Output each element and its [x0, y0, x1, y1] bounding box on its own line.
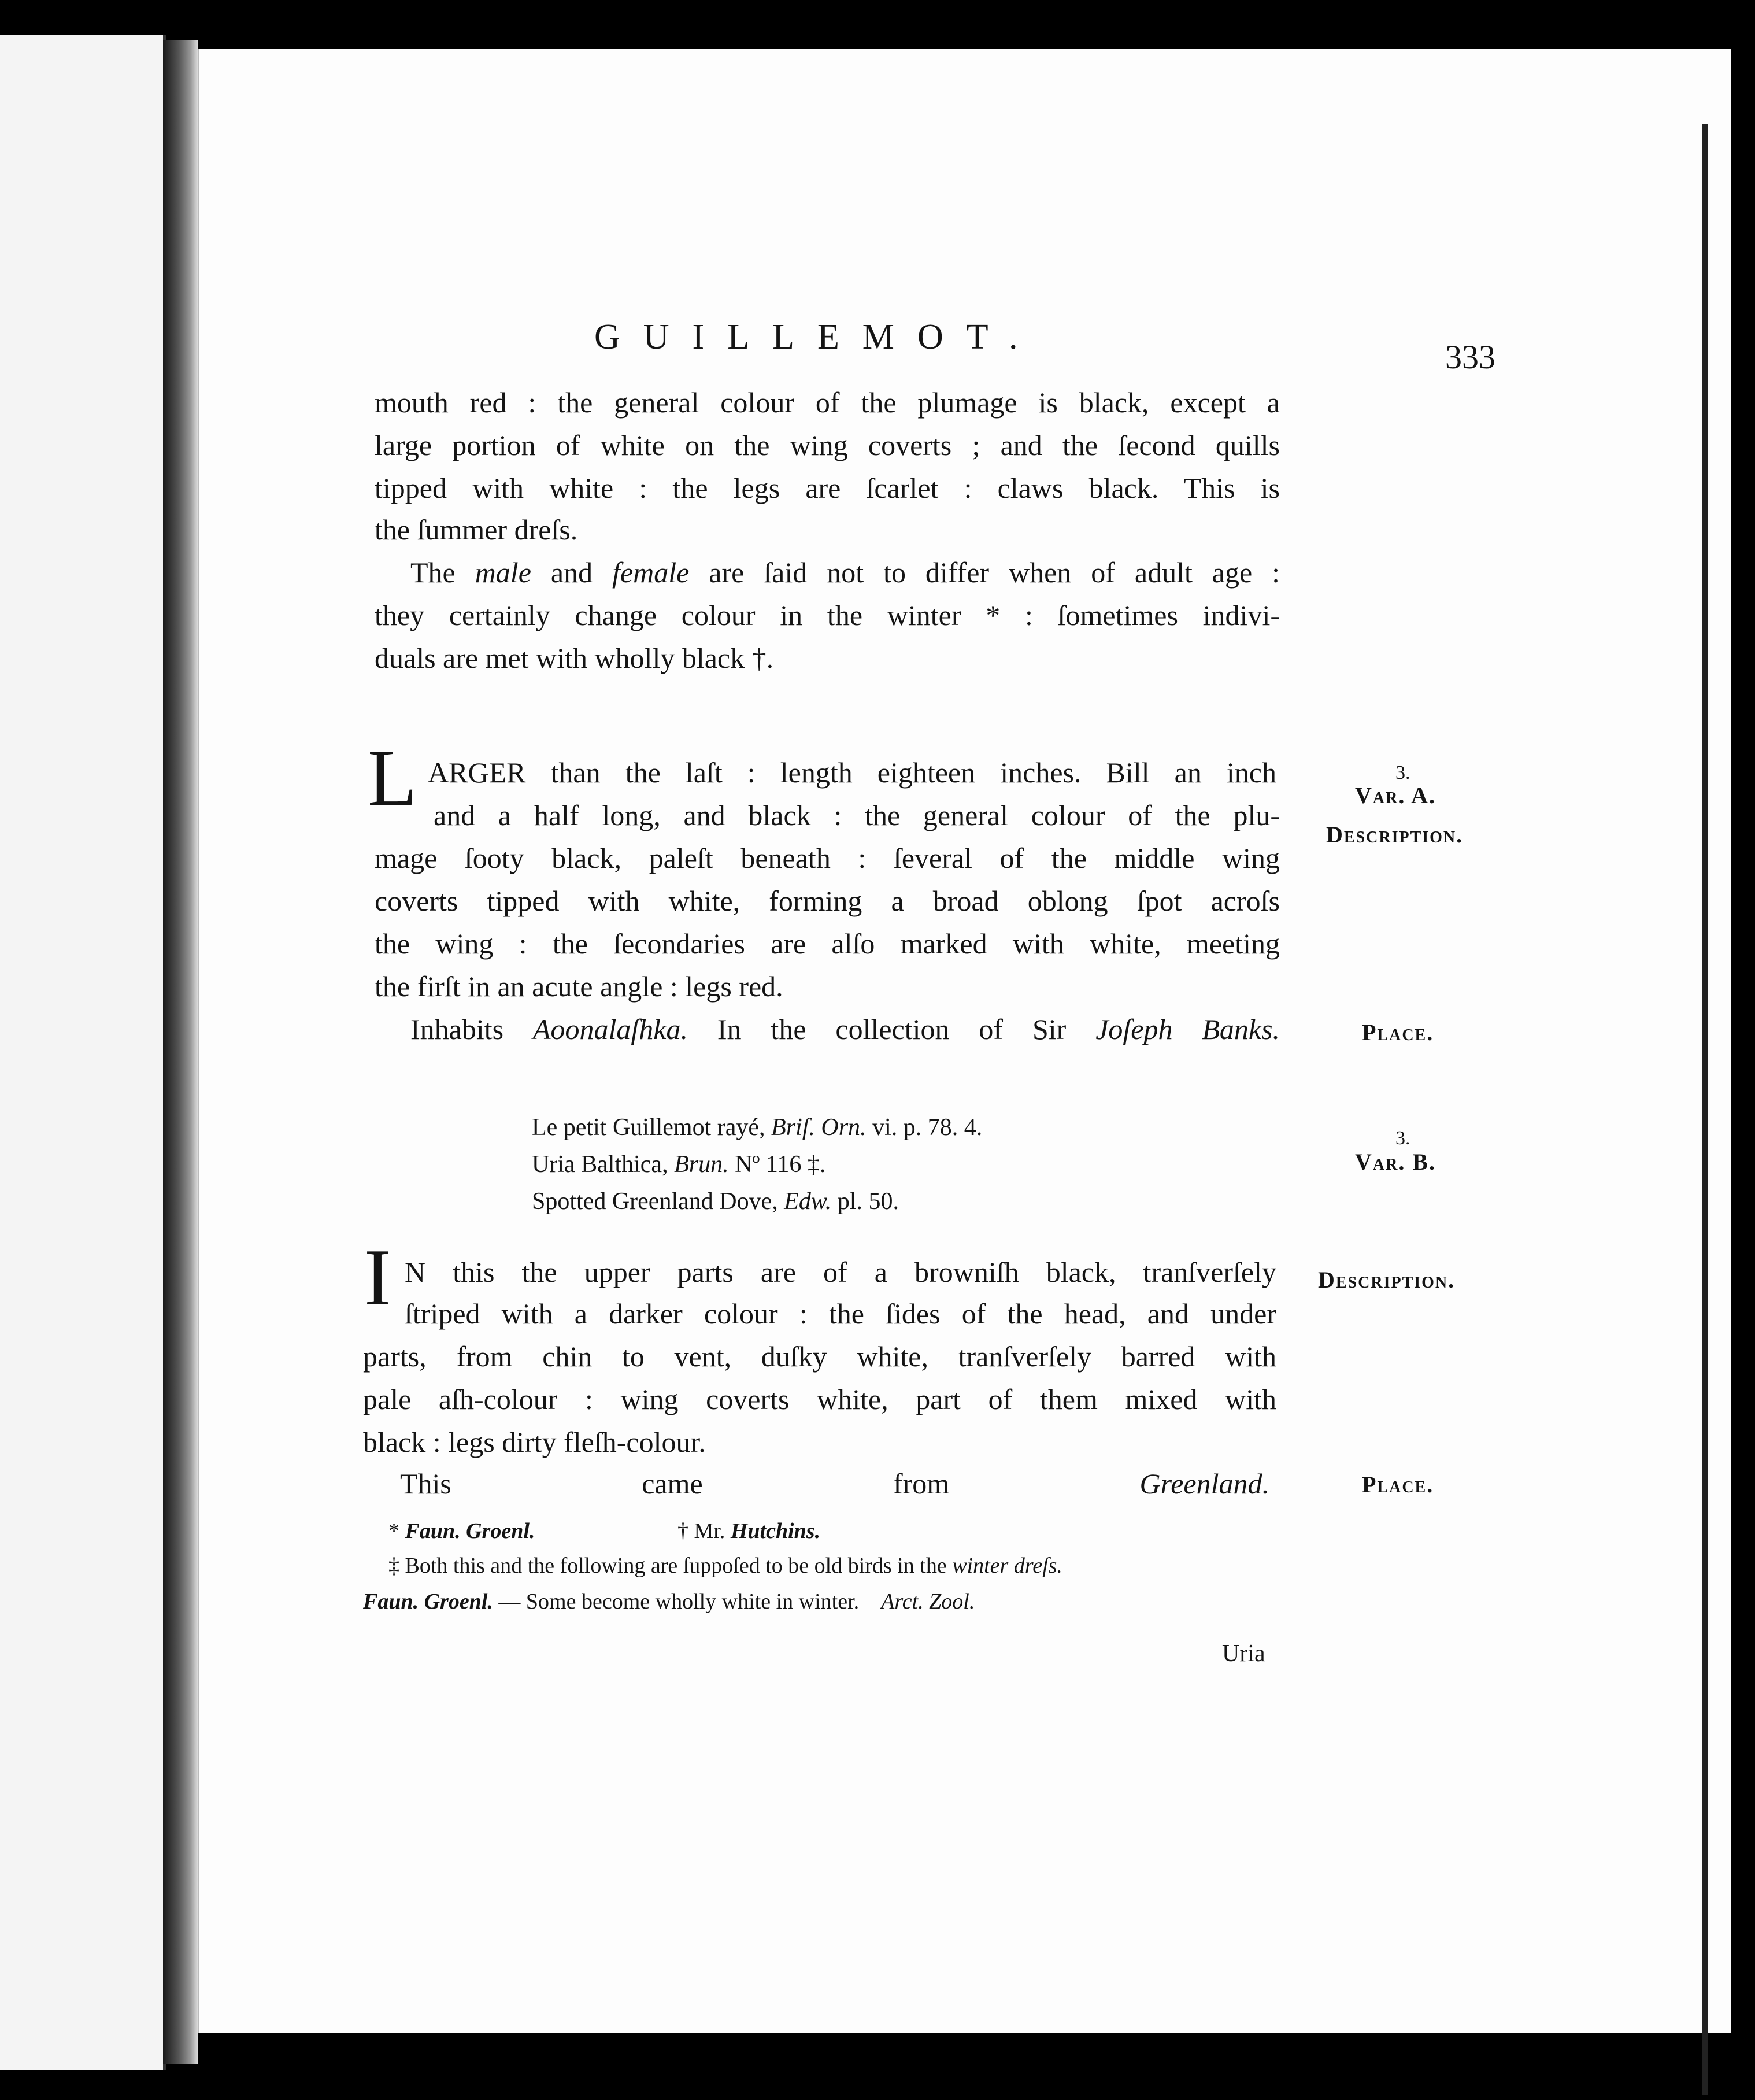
text-line: pale aſh-colour : wing coverts white, part of them mixed with	[363, 1383, 1276, 1415]
text-run: In the collection of Sir	[717, 1013, 1067, 1045]
italic-ref: Arct. Zool.	[881, 1589, 975, 1614]
margin-variety-b: Var. B.	[1355, 1149, 1436, 1175]
text-line: ARGER than the laſt : length eighteen inches. Bill an inch	[428, 756, 1276, 789]
text-line: coverts tipped with white, forming a broad oblong ſpot acroſs	[375, 885, 1280, 917]
margin-species-number: 3.	[1395, 1127, 1410, 1149]
margin-place: Place.	[1362, 1472, 1434, 1498]
italic-person: Joſeph Banks.	[1095, 1013, 1280, 1045]
italic-ref: Briſ. Orn.	[771, 1114, 867, 1141]
text-run: Inhabits	[410, 1013, 504, 1045]
text-line: they certainly change colour in the winter * : ſometimes indivi-	[375, 599, 1280, 631]
text-run: Spotted Greenland Dove,	[532, 1188, 778, 1215]
text-line	[410, 552, 1280, 593]
italic-place: Greenland.	[1139, 1467, 1269, 1500]
drop-cap: L	[368, 733, 417, 823]
text-line: black : legs dirty fleſh-colour.	[363, 1426, 706, 1458]
text-run: pl. 50.	[837, 1188, 899, 1215]
previous-page-edge	[0, 35, 166, 2070]
text-line: and a half long, and black : the general colour of the plu-	[434, 799, 1280, 831]
page-number: 333	[1445, 338, 1495, 376]
italic-ref: Faun. Groenl.	[405, 1519, 535, 1543]
italic-place: Aoonalaſhka.	[532, 1013, 688, 1045]
running-head: GUILLEMOT.	[594, 317, 1041, 357]
drop-cap: I	[364, 1233, 391, 1322]
text-line: duals are met with wholly black †.	[375, 642, 774, 674]
book-gutter	[163, 40, 198, 2064]
footnote-dagger	[677, 1514, 820, 1548]
margin-variety-a: Var. A.	[1355, 782, 1436, 808]
italic-term: winter dreſs.	[952, 1554, 1062, 1578]
text-line: mouth red : the general colour of the plumage is black, except a	[375, 386, 1280, 419]
italic-ref: Faun. Groenl.	[363, 1589, 493, 1614]
italic-term: female	[612, 556, 690, 589]
italic-ref: Brun.	[674, 1151, 729, 1178]
text-run: — Some become wholly white in winter.	[498, 1589, 860, 1614]
text-line: ſtriped with a darker colour : the ſides of the head, and under	[405, 1297, 1276, 1330]
synonym-line	[532, 1109, 982, 1146]
text-line	[400, 1463, 1269, 1504]
footnote-double-dagger	[388, 1548, 1062, 1583]
text-line	[410, 1008, 1280, 1050]
text-line: the ſummer dreſs.	[375, 513, 578, 546]
margin-species-number: 3.	[1395, 762, 1410, 783]
text-line: N this the upper parts are of a browniſh black, tranſverſely	[405, 1256, 1276, 1288]
text-line: mage ſooty black, paleſt beneath : ſeveral of the middle wing	[375, 842, 1280, 874]
text-run: and	[550, 556, 593, 589]
text-run: are ſaid not to differ when of adult age :	[709, 556, 1280, 589]
text-run: Uria Balthica,	[532, 1151, 668, 1178]
footnote-continuation	[363, 1584, 975, 1619]
italic-ref: Hutchins.	[730, 1519, 821, 1543]
footnote-mark: †	[677, 1519, 688, 1543]
synonym-line	[532, 1183, 899, 1220]
text-line: the firſt in an acute angle : legs red.	[375, 970, 783, 1003]
text-run: vi. p. 78. 4.	[872, 1114, 983, 1141]
text-run: Nº 116 ‡.	[735, 1151, 826, 1178]
italic-ref: Edw.	[784, 1188, 832, 1215]
text-line: large portion of white on the wing coverts ; and the ſecond quills	[375, 429, 1280, 461]
text-line: tipped with white : the legs are ſcarlet : claws black. This is	[375, 472, 1280, 504]
text-run: ‡ Both this and the following are ſuppoſed to be old birds in the	[388, 1554, 947, 1578]
text-run: Mr.	[694, 1519, 725, 1543]
footnote-star	[388, 1514, 535, 1548]
text-line: the wing : the ſecondaries are alſo marked with white, meeting	[375, 927, 1280, 960]
text-run: Le petit Guillemot rayé,	[532, 1114, 765, 1141]
text-run: This came from	[400, 1467, 950, 1500]
text-line: parts, from chin to vent, duſky white, tranſverſely barred with	[363, 1340, 1276, 1373]
page-edge-shadow	[1702, 124, 1708, 2095]
text-run: The	[410, 556, 456, 589]
footnote-mark: *	[388, 1519, 399, 1543]
italic-term: male	[475, 556, 531, 589]
synonym-line	[532, 1146, 825, 1183]
margin-description: Description.	[1318, 1267, 1456, 1293]
margin-description: Description.	[1326, 822, 1464, 848]
margin-place: Place.	[1362, 1019, 1434, 1045]
catchword: Uria	[1222, 1640, 1265, 1667]
